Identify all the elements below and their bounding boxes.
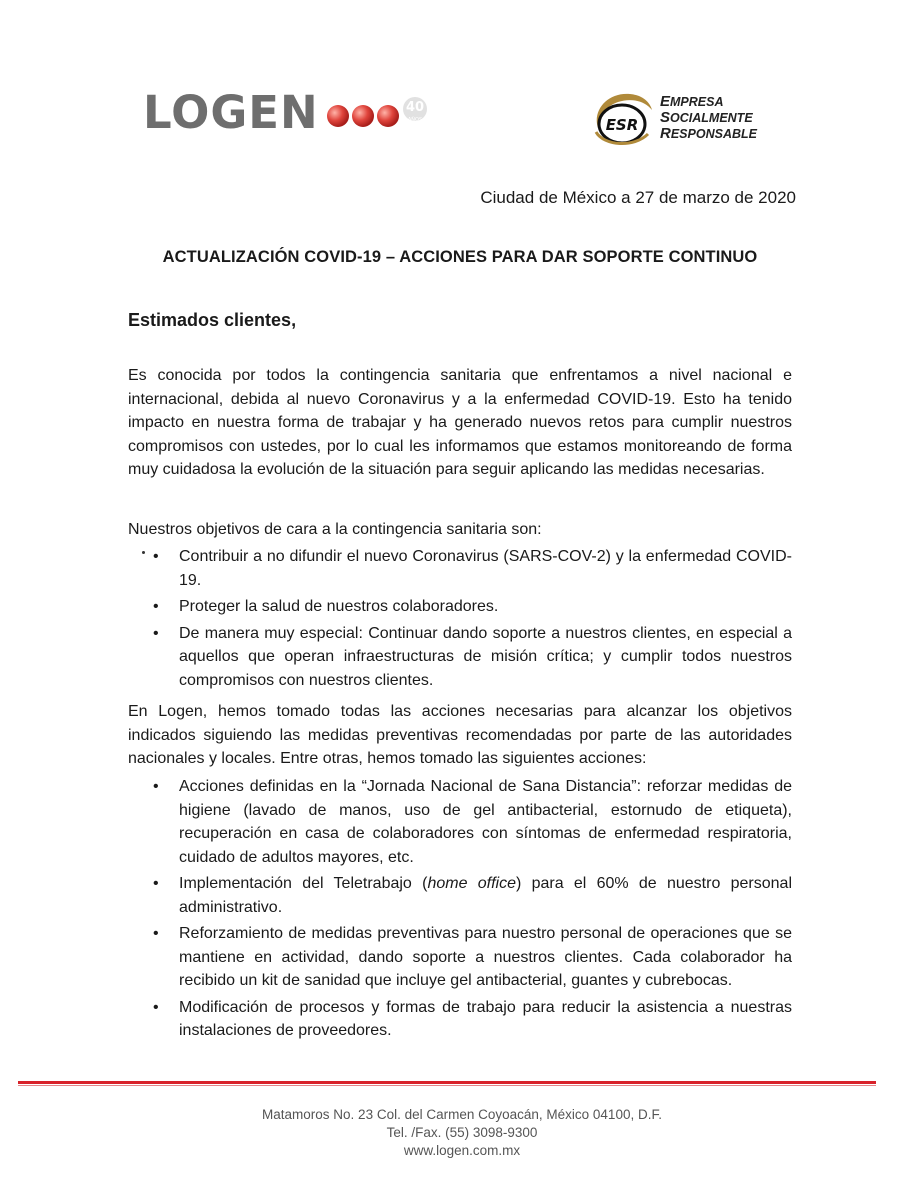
list-item [128,595,792,619]
objective-text: Proteger la salud de nuestros colaboradores. [179,598,499,615]
bullet-icon: • [153,998,159,1016]
list-item [128,545,792,592]
letter-title: ACTUALIZACIÓN COVID-19 – ACCIONES PARA DAR SOPORTE CONTINUO [162,248,758,266]
esr-emblem-icon [590,88,656,150]
bullet-icon: • [153,598,159,615]
action-text: Acciones definidas en la “Jornada Nacional de Sana Distancia”: reforzar medidas de higiene (lavado de manos, uso de gel antibacterial, estornudo de etiqueta), recuperación en casa de colaboradores con síntomas de enfermedad respiratoria, cuidado de adultos mayores, etc. [179,778,792,866]
letter-date: Ciudad de México a 27 de marzo de 2020 [480,188,796,207]
action-text-italic: home office [427,875,516,892]
bullet-icon: • [153,778,159,795]
esr-word-socialmente: OCIALMENTE [670,111,753,125]
actions-list [128,775,792,1046]
objective-text: De manera muy especial: Continuar dando soporte a nuestros clientes, en especial a aquellos que operan infraestructuras de misión crítica; y cumplir todos nuestros compromisos con nuestros clientes. [179,624,792,689]
footer [0,1106,902,1160]
footer-rule [18,1081,876,1084]
paragraph-intro: Es conocida por todos la contingencia sanitaria que enfrentamos a nivel nacional e internacional, debida al nuevo Coronavirus y a la enfermedad COVID-19. Esto ha tenido impacto en nuestra forma de trabajar y ha generado nuevos retos para cumplir nuestros compromisos con ustedes, por lo cual les informamos que estamos monitoreando de forma muy cuidadosa la evolución de la situación para seguir aplicando las medidas necesarias. [128,367,792,478]
letter-greeting: Estimados clientes, [128,310,297,330]
footer-website: www.logen.com.mx [403,1143,521,1158]
logen-logo [143,86,433,138]
action-text: Reforzamiento de medidas preventivas para nuestro personal de operaciones que se mantiene en actividad, dando soporte a nuestros clientes. Cada colaborador ha recibido un kit de sanidad que incluye gel antibacterial, guantes y cubrebocas. [179,925,792,989]
list-item [128,996,792,1043]
bullet-icon: • [153,925,159,942]
esr-cap-e: E [660,93,671,110]
logen-badge-number: 40 [405,100,424,115]
esr-cap-s: S [660,109,671,126]
bullet-icon: • [153,875,159,892]
action-text: ) para el 60% de nuestro personal administrativo. [179,875,792,916]
objectives-list [128,545,792,695]
logen-spheres-icon [325,90,433,134]
action-text: Modificación de procesos y formas de trabajo para reducir la asistencia a nuestras instalaciones de proveedores. [179,998,792,1039]
action-text: Implementación del Teletrabajo ( [179,875,428,892]
bullet-icon: • [153,548,159,565]
footer-phone: Tel. /Fax. (55) 3098-9300 [386,1125,538,1140]
list-item [128,872,792,919]
footer-address: Matamoros No. 23 Col. del Carmen Coyoacán, México 04100, D.F. [262,1107,662,1122]
paragraph-objectives-intro: Nuestros objetivos de cara a la contingencia sanitaria son: [128,521,542,538]
list-item [128,622,792,693]
list-item [128,922,792,993]
logen-logo-word: LOGEN [143,85,319,139]
list-item [128,775,792,869]
esr-wordmark [660,94,757,142]
paragraph-actions-intro: En Logen, hemos tomado todas las acciones necesarias para alcanzar los objetivos indicados siguiendo las medidas preventivas recomendadas por parte de las autoridades nacionales y locales. Entre otras, hemos tomado las siguientes acciones: [128,703,792,767]
esr-logo [590,86,790,156]
bullet-icon: • [153,624,159,642]
logen-badge-text: AÑOS [407,117,422,123]
esr-word-empresa: MPRESA [670,95,724,109]
footer-rule-shadow [18,1085,876,1086]
objective-text: Contribuir a no difundir el nuevo Coronavirus (SARS-COV-2) y la enfermedad COVID-19. [179,548,792,589]
esr-cap-r: R [660,125,671,142]
esr-word-responsable: ESPONSABLE [670,127,757,141]
esr-badge-text: ESR [605,116,639,134]
